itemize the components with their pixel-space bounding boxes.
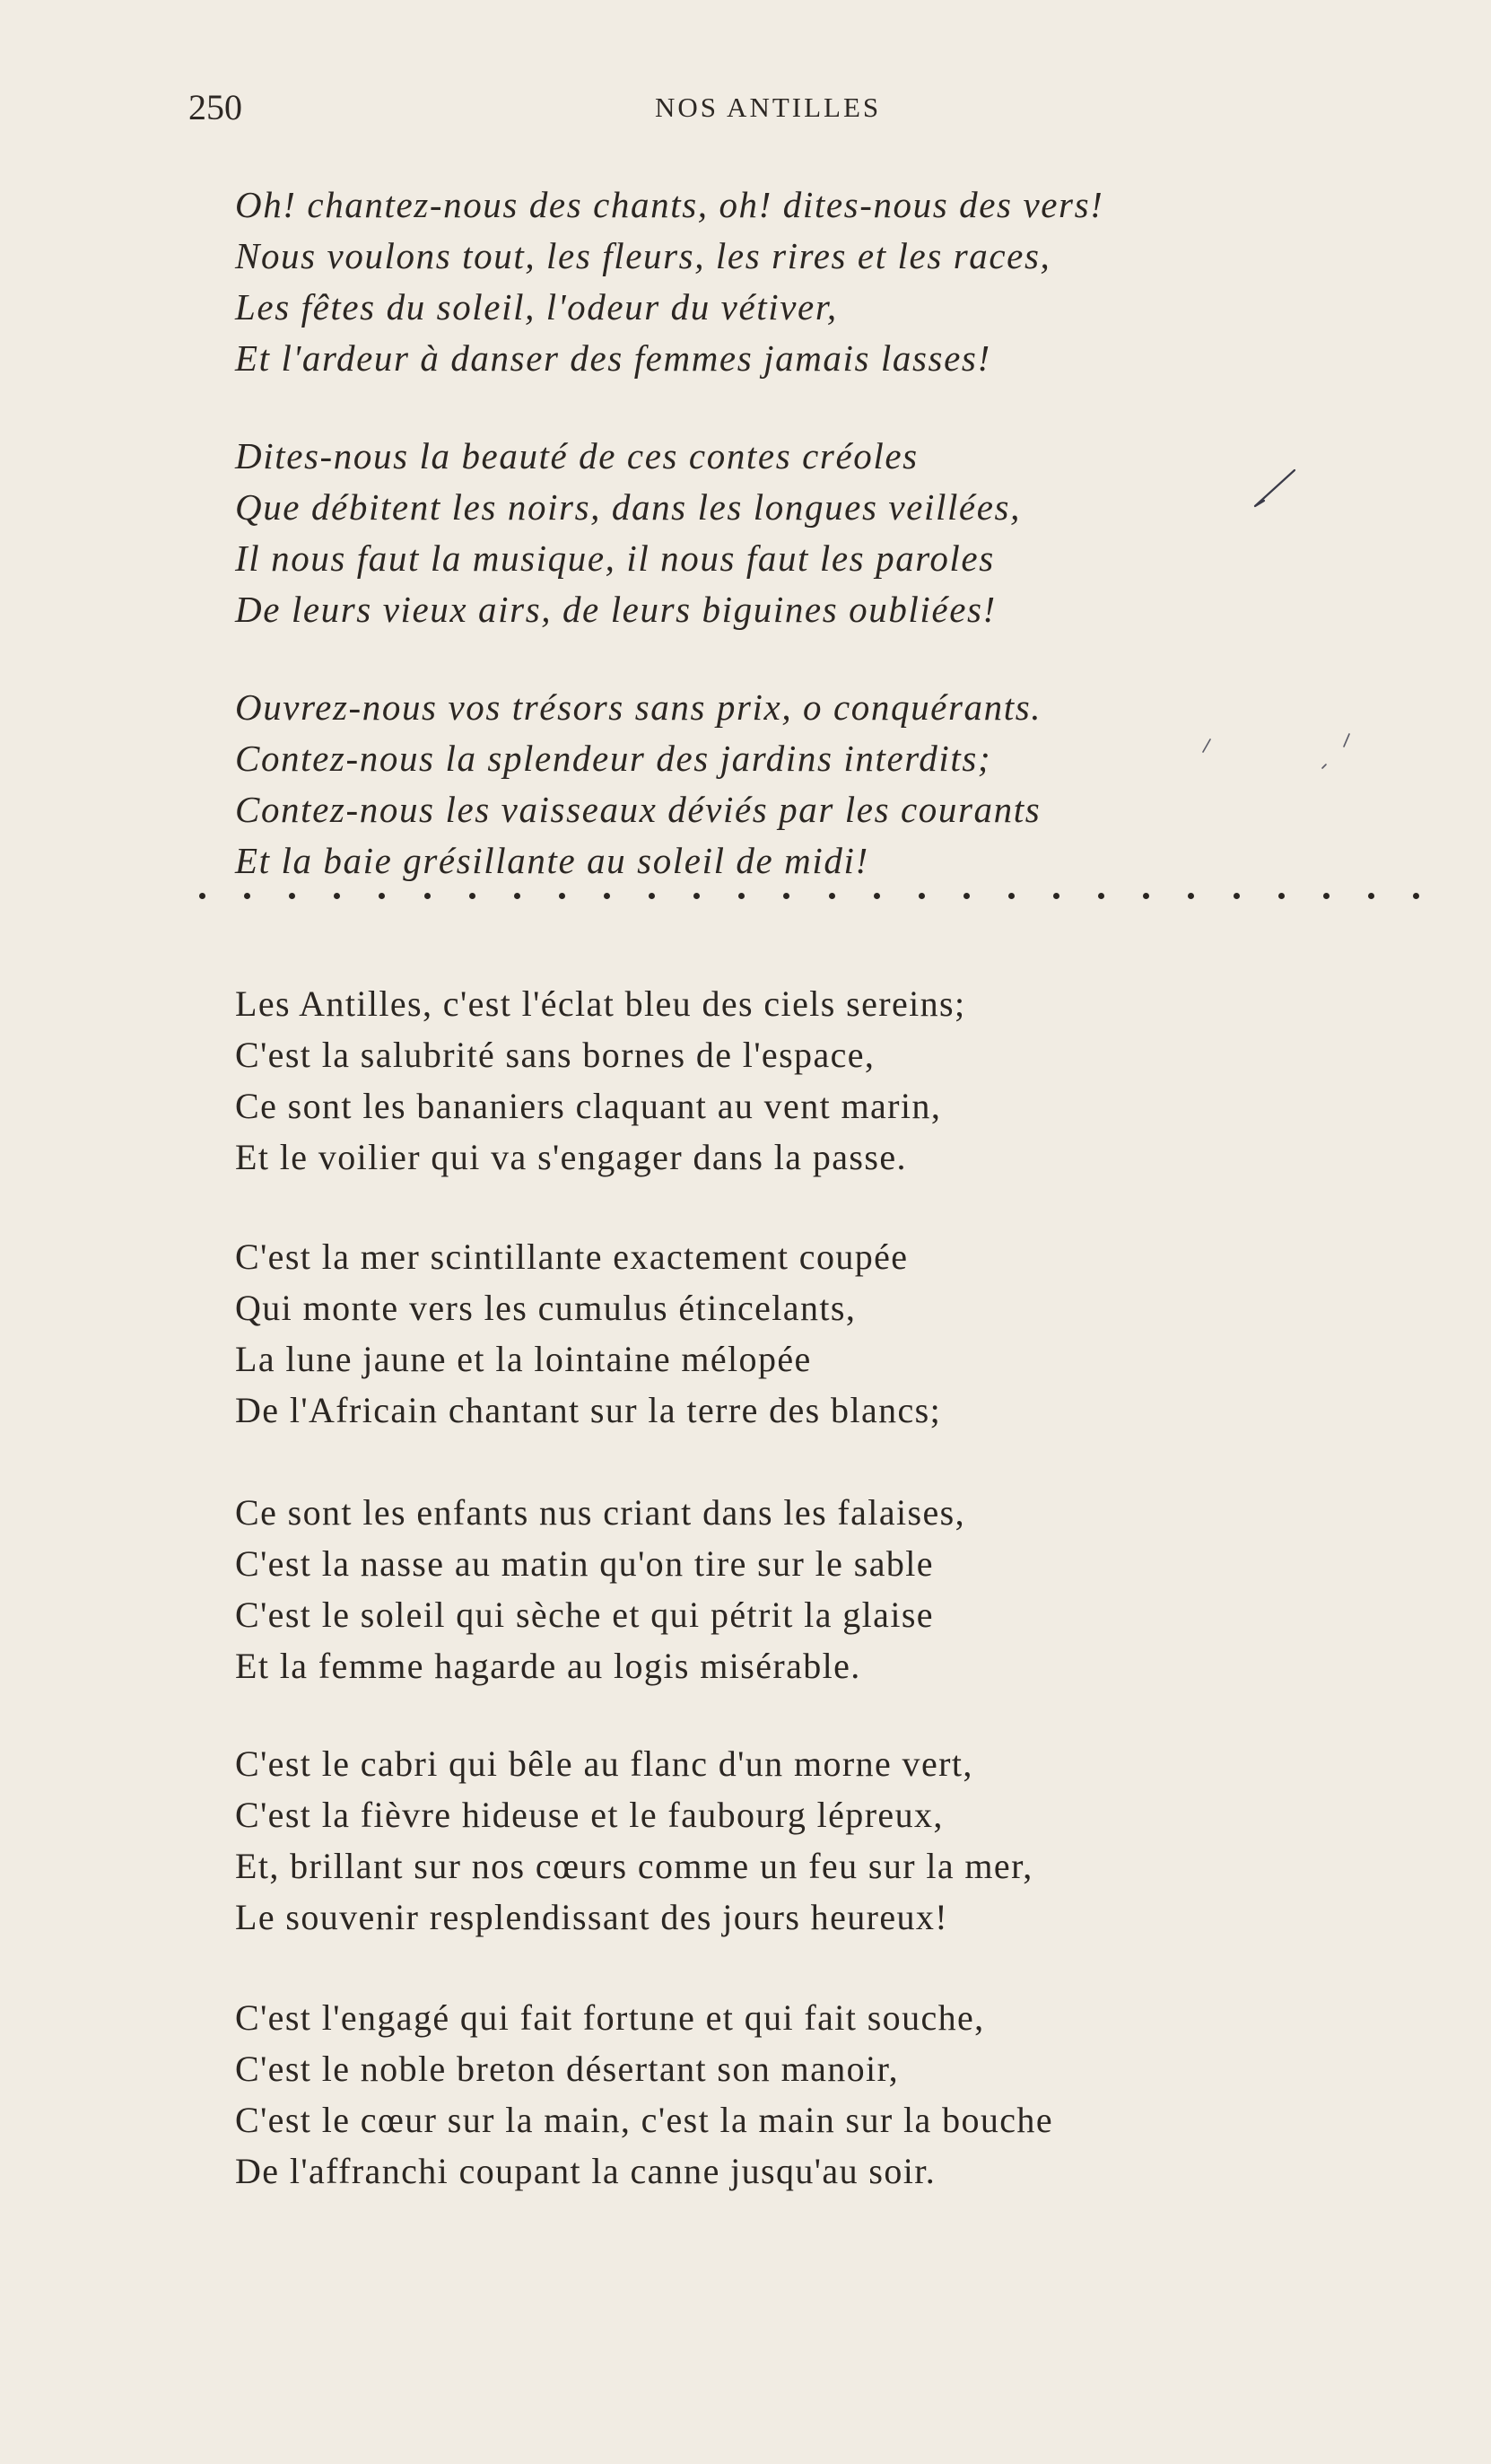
ellipsis-separator <box>199 893 1419 899</box>
dot <box>199 893 205 899</box>
roman-stanza <box>235 1487 965 1691</box>
pencil-tick-mark <box>1319 729 1355 773</box>
dot <box>829 893 835 899</box>
verse-line: Oh! chantez-nous des chants, oh! dites-nous des vers! <box>235 184 1104 225</box>
verse-line: Dites-nous la beauté de ces contes créoles <box>235 435 919 476</box>
dot <box>738 893 745 899</box>
dot <box>1098 893 1104 899</box>
dot <box>874 893 880 899</box>
verse-line: C'est le noble breton désertant son manoir, <box>235 2049 900 2089</box>
verse-line: C'est le soleil qui sèche et qui pétrit la glaise <box>235 1595 934 1635</box>
dot <box>1008 893 1015 899</box>
verse-line: Et le voilier qui va s'engager dans la passe. <box>235 1137 907 1177</box>
verse-line: C'est l'engagé qui fait fortune et qui fait souche, <box>235 1997 985 2038</box>
dot <box>424 893 431 899</box>
dot <box>1278 893 1285 899</box>
dot <box>1143 893 1149 899</box>
verse-line: Contez-nous les vaisseaux déviés par les courants <box>235 789 1042 830</box>
pencil-tick-mark <box>1198 736 1216 757</box>
roman-stanza <box>235 978 966 1183</box>
dot <box>649 893 655 899</box>
dot <box>1053 893 1059 899</box>
verse-line: Et la femme hagarde au logis misérable. <box>235 1646 861 1686</box>
dot <box>963 893 970 899</box>
verse-line: Ouvrez-nous vos trésors sans prix, o conquérants. <box>235 686 1042 728</box>
verse-line: De leurs vieux airs, de leurs biguines oubliées! <box>235 589 997 630</box>
verse-line: C'est la salubrité sans bornes de l'espace, <box>235 1035 876 1075</box>
dot <box>604 893 610 899</box>
verse-line: Et l'ardeur à danser des femmes jamais lasses! <box>235 337 991 379</box>
running-title: NOS ANTILLES <box>655 92 882 123</box>
dot <box>1234 893 1240 899</box>
verse-line: Nous voulons tout, les fleurs, les rires et les races, <box>235 235 1051 276</box>
verse-line: Que débitent les noirs, dans les longues veillées, <box>235 486 1021 528</box>
dot <box>1368 893 1374 899</box>
pencil-tick-mark <box>1251 467 1305 511</box>
dot <box>1188 893 1194 899</box>
roman-stanza <box>235 1992 1053 2197</box>
dot <box>469 893 475 899</box>
roman-stanza <box>235 1231 941 1436</box>
verse-line: C'est la mer scintillante exactement coupée <box>235 1236 909 1277</box>
verse-line: Contez-nous la splendeur des jardins interdits; <box>235 738 992 779</box>
page-header <box>188 86 1337 140</box>
verse-line: Il nous faut la musique, il nous faut les paroles <box>235 537 995 579</box>
verse-line: De l'Africain chantant sur la terre des blancs; <box>235 1390 942 1430</box>
dot <box>289 893 295 899</box>
verse-line: C'est le cabri qui bêle au flanc d'un morne vert, <box>235 1743 973 1784</box>
verse-line: Les Antilles, c'est l'éclat bleu des ciels sereins; <box>235 983 966 1024</box>
verse-line: Et, brillant sur nos cœurs comme un feu sur la mer, <box>235 1846 1033 1886</box>
verse-line: Ce sont les enfants nus criant dans les falaises, <box>235 1492 965 1533</box>
italic-stanza <box>235 682 1042 887</box>
page-number: 250 <box>188 87 242 127</box>
dot <box>514 893 520 899</box>
dot <box>1413 893 1419 899</box>
verse-line: C'est le cœur sur la main, c'est la main sur la bouche <box>235 2100 1053 2140</box>
verse-line: C'est la nasse au matin qu'on tire sur le sable <box>235 1543 934 1584</box>
verse-line: La lune jaune et la lointaine mélopée <box>235 1339 812 1379</box>
dot <box>334 893 340 899</box>
italic-stanza <box>235 431 1021 635</box>
dot <box>693 893 700 899</box>
dot <box>1323 893 1330 899</box>
dot <box>559 893 565 899</box>
verse-line: De l'affranchi coupant la canne jusqu'au soir. <box>235 2151 937 2191</box>
dot <box>379 893 385 899</box>
verse-line: Qui monte vers les cumulus étincelants, <box>235 1288 857 1328</box>
roman-stanza <box>235 1738 1033 1943</box>
dot <box>783 893 789 899</box>
dot <box>244 893 250 899</box>
verse-line: Ce sont les bananiers claquant au vent marin, <box>235 1086 942 1126</box>
verse-line: C'est la fièvre hideuse et le faubourg lépreux, <box>235 1795 944 1835</box>
italic-stanza <box>235 179 1103 384</box>
verse-line: Et la baie grésillante au soleil de midi! <box>235 840 869 881</box>
verse-line: Le souvenir resplendissant des jours heureux! <box>235 1897 949 1937</box>
dot <box>919 893 925 899</box>
verse-line: Les fêtes du soleil, l'odeur du vétiver, <box>235 286 838 328</box>
